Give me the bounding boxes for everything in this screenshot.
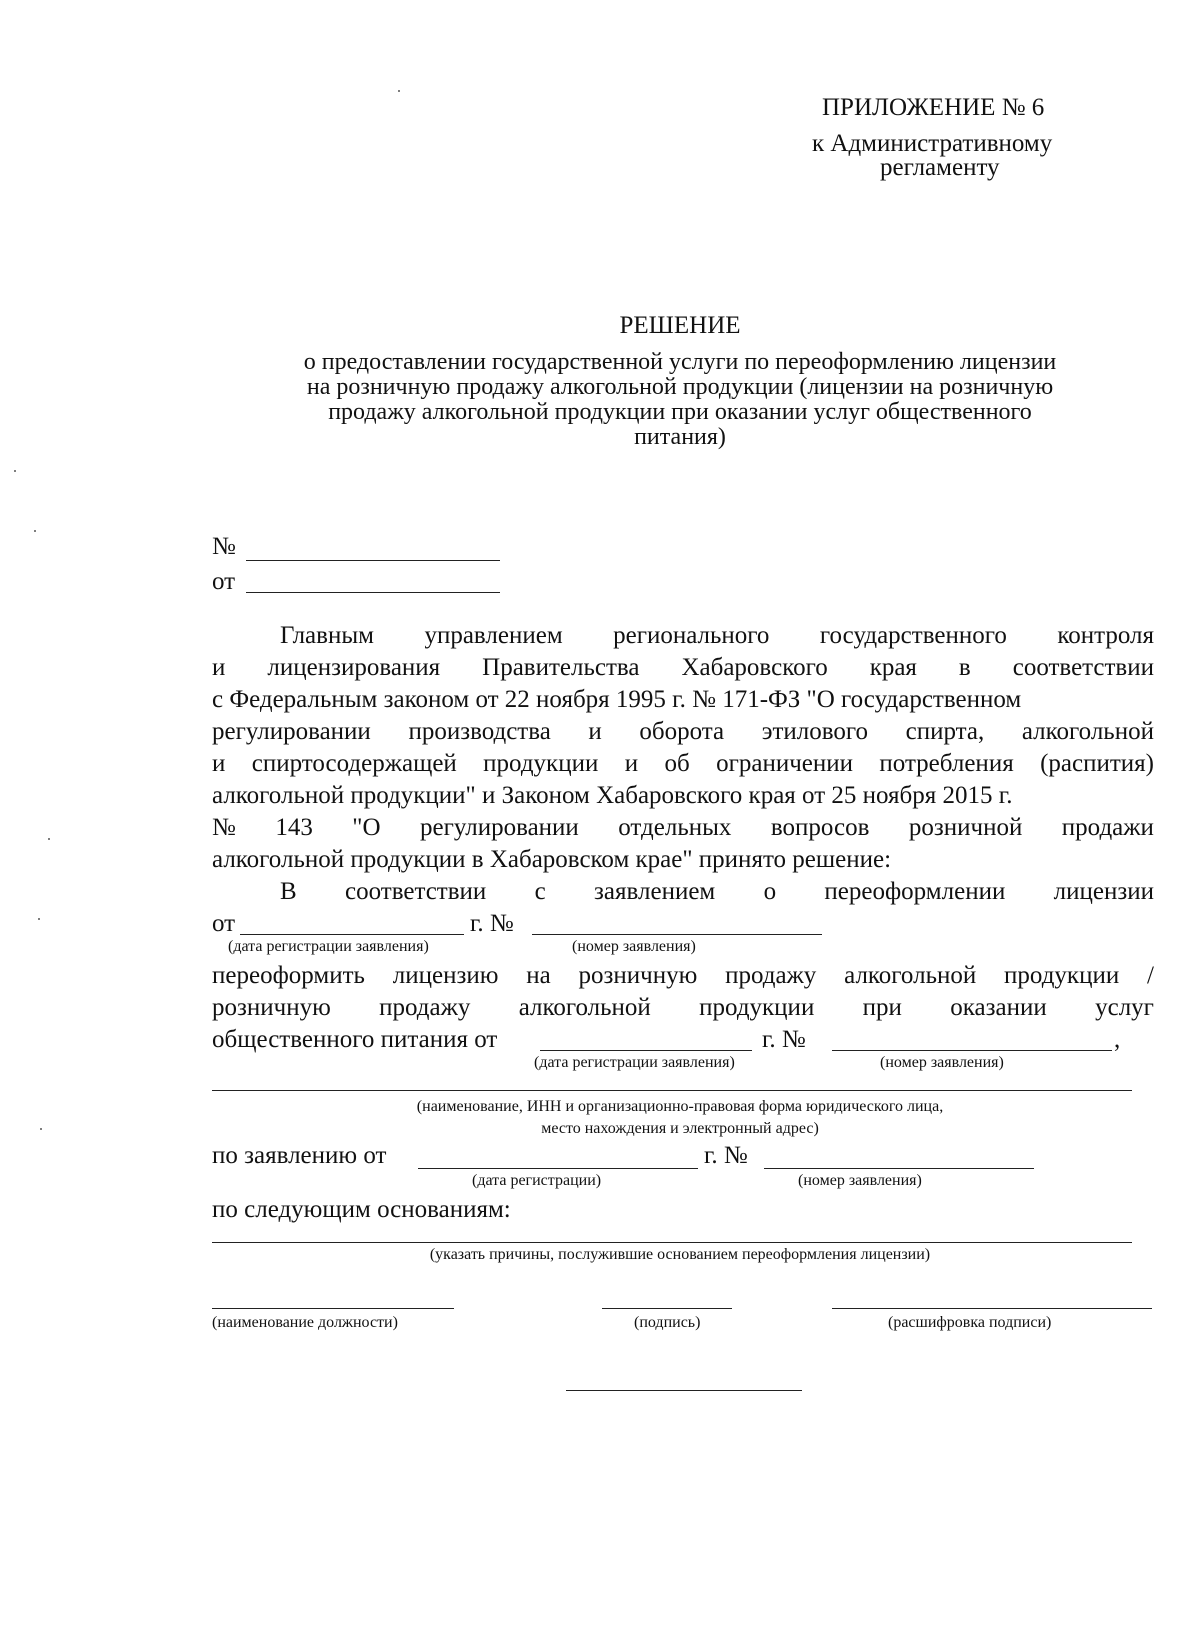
word: лицензирования — [267, 654, 441, 681]
scan-speck — [14, 470, 16, 472]
word: продажу — [379, 994, 471, 1021]
body-line-3 — [212, 686, 1154, 714]
document-title: РЕШЕНИЕ — [619, 312, 741, 339]
grounds-input-line[interactable] — [212, 1242, 1132, 1243]
word: и — [624, 750, 639, 777]
trailing-comma: , — [1114, 1026, 1121, 1053]
body-line-2 — [212, 654, 1154, 682]
hint-registration-date: (дата регистрации заявления) — [228, 938, 429, 955]
body-line-4 — [212, 718, 1154, 746]
grounds-label: по следующим основаниям: — [212, 1196, 511, 1223]
from-label: от — [212, 910, 236, 937]
body-line-1 — [212, 622, 1154, 650]
scan-speck — [48, 838, 50, 840]
hint-application-number-2: (номер заявления) — [880, 1054, 1004, 1071]
catering-application-number-line[interactable] — [832, 1050, 1112, 1051]
signature-input-line[interactable] — [602, 1308, 732, 1309]
appendix-subtitle-line1: к Административному — [812, 130, 1053, 157]
word: Главным — [280, 622, 374, 649]
by-application-number-line[interactable] — [764, 1168, 1034, 1169]
grounds-hint: (указать причины, послужившие основанием переоформления лицензии) — [429, 1246, 931, 1263]
position-input-line[interactable] — [212, 1308, 454, 1309]
word: переоформлении — [824, 878, 1006, 905]
word: и — [588, 718, 602, 745]
word: алкогольной — [518, 994, 651, 1021]
body-line-5 — [212, 750, 1154, 778]
number-input-line[interactable] — [246, 560, 500, 561]
application-number-line[interactable] — [532, 934, 822, 935]
catering-registration-date-line[interactable] — [540, 1050, 752, 1051]
word: алкогольной — [844, 962, 977, 989]
body-line-10 — [212, 962, 1154, 990]
word: производства — [408, 718, 551, 745]
word: Правительства — [482, 654, 640, 681]
word: розничную — [578, 962, 698, 989]
subtitle-line: о предоставлении государственной услуги по переоформлению лицензии — [303, 349, 1057, 375]
word: оказании — [950, 994, 1047, 1021]
word: розничную — [212, 994, 331, 1021]
word: этилового — [761, 718, 869, 745]
entity-hint-line: место нахождения и электронный адрес) — [541, 1120, 819, 1137]
hint-position: (наименование должности) — [212, 1314, 398, 1331]
signature-decode-input-line[interactable] — [832, 1308, 1152, 1309]
word: регулировании — [419, 814, 579, 841]
word: розничной — [908, 814, 1023, 841]
entity-hint-line: (наименование, ИНН и организационно-правовая форма юридического лица, — [416, 1098, 944, 1115]
body-line-8: алкогольной продукции в Хабаровском крае" принято решение: — [212, 846, 892, 873]
hint-registration: (дата регистрации) — [472, 1172, 602, 1189]
word: об — [664, 750, 690, 777]
word: регионального — [613, 622, 770, 649]
word: контроля — [1057, 622, 1154, 649]
word: продукции — [483, 750, 599, 777]
subtitle-line: продажу алкогольной продукции при оказании услуг общественного — [328, 399, 1032, 425]
subtitle-line: на розничную продажу алкогольной продукции (лицензии на розничную — [306, 374, 1054, 400]
body-line-9 — [212, 878, 1154, 906]
number-label: № — [212, 533, 236, 560]
word: спиртосодержащей — [251, 750, 457, 777]
word: спирта, — [905, 718, 985, 745]
word: края — [869, 654, 917, 681]
word: / — [1147, 962, 1154, 989]
word: алкогольной продукции" и Законом Хабаровского края от 25 ноября 2015 г. — [212, 782, 1013, 809]
hint-registration-date-2: (дата регистрации заявления) — [534, 1054, 735, 1071]
scan-speck — [38, 918, 40, 920]
by-application-date-line[interactable] — [418, 1168, 698, 1169]
word: лицензию — [392, 962, 499, 989]
word: потребления — [879, 750, 1014, 777]
hint-signature-decode: (расшифровка подписи) — [888, 1314, 1052, 1331]
hint-signature: (подпись) — [634, 1314, 701, 1331]
word: и — [212, 654, 226, 681]
word: продукции — [699, 994, 815, 1021]
word: продажу — [725, 962, 817, 989]
word: управлением — [424, 622, 563, 649]
word: Хабаровского — [681, 654, 828, 681]
catering-from-label: общественного питания от — [212, 1026, 498, 1053]
registration-date-line[interactable] — [240, 934, 464, 935]
word: на — [526, 962, 551, 989]
word: оборота — [639, 718, 725, 745]
bottom-separator — [566, 1390, 802, 1391]
word: и — [212, 750, 226, 777]
date-label: от — [212, 568, 236, 595]
word: при — [862, 994, 902, 1021]
word: регулировании — [212, 718, 371, 745]
by-application-year-number-label: г. № — [704, 1142, 748, 1169]
subtitle-line: питания) — [634, 424, 726, 450]
word: о — [763, 878, 777, 905]
by-application-label: по заявлению от — [212, 1142, 387, 1169]
word: в — [958, 654, 971, 681]
word: соответствии — [1012, 654, 1154, 681]
appendix-subtitle-line2: регламенту — [880, 154, 1000, 181]
word: № — [212, 814, 236, 841]
appendix-title: ПРИЛОЖЕНИЕ № 6 — [822, 94, 1045, 121]
hint-application-number: (номер заявления) — [572, 938, 696, 955]
word: алкогольной — [1021, 718, 1154, 745]
word: государственного — [819, 622, 1007, 649]
body-line-6 — [212, 782, 1154, 810]
word: с — [534, 878, 546, 905]
body-line-11 — [212, 994, 1154, 1022]
document-subtitle — [0, 350, 1200, 450]
word: с Федеральным законом от 22 ноября 1995 г. № 171-ФЗ "О государственном — [212, 686, 1022, 713]
word: заявлением — [594, 878, 716, 905]
catering-year-number-label: г. № — [762, 1026, 806, 1053]
word: лицензии — [1053, 878, 1154, 905]
word: услуг — [1095, 994, 1154, 1021]
scan-speck — [34, 530, 36, 532]
entity-input-line[interactable] — [212, 1090, 1132, 1091]
word: (распития) — [1040, 750, 1154, 777]
word: вопросов — [770, 814, 870, 841]
hint-application-number-3: (номер заявления) — [798, 1172, 922, 1189]
word: 143 — [275, 814, 313, 841]
word: переоформить — [212, 962, 365, 989]
word: отдельных — [618, 814, 732, 841]
word: ограничении — [716, 750, 854, 777]
scan-speck — [398, 90, 400, 92]
date-input-line[interactable] — [246, 592, 500, 593]
entity-hint — [0, 1096, 1200, 1140]
word: соответствии — [345, 878, 487, 905]
word: "О — [352, 814, 381, 841]
word: продукции — [1004, 962, 1120, 989]
year-number-label: г. № — [470, 910, 514, 937]
word: продажи — [1061, 814, 1154, 841]
word: В — [280, 878, 297, 905]
body-line-7 — [212, 814, 1154, 842]
